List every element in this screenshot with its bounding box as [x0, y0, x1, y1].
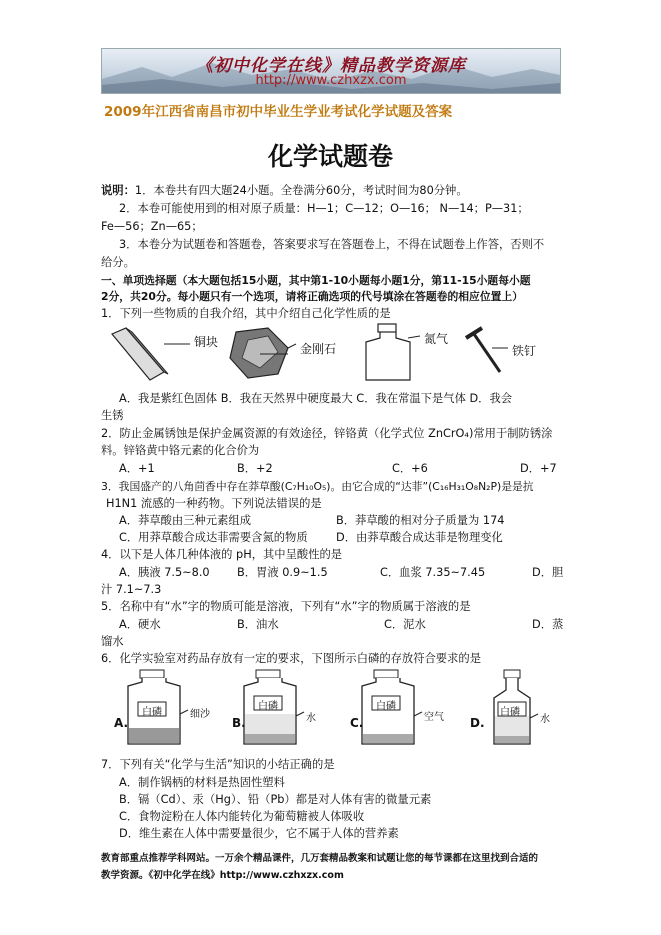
q1-label-diamond: 金刚石 [300, 342, 337, 356]
q3-line-2: H1N1 流感的一种药物。下列说法错误的是 [106, 497, 322, 510]
footer-line-1: 教育部重点推荐学科网站。一万余个精品课件，几万套精品教案和试题让您的每节课都在这里找到合适的 [101, 853, 539, 864]
q2-option-d: D．+7 [520, 462, 557, 475]
bottle-b-side-label: 水 [306, 713, 316, 724]
q5-option-d-cont: 馏水 [101, 635, 124, 648]
q4-option-d: D．胆 [532, 566, 564, 579]
bottle-d-side-label: 水 [540, 714, 550, 725]
section-heading-line-1: 一、单项选择题（本大题包括15小题，其中第1-10小题每小题1分，第11-15小题每小题 [101, 274, 531, 287]
section-heading-line-2: 2分，共20分。每小题只有一个选项，请将正确选项的代号填涂在答题卷的相应位置上） [101, 290, 524, 303]
q7-stem: 7．下列有关“化学与生活”知识的小结正确的是 [101, 758, 335, 771]
bottle-a-side-label: 细沙 [190, 709, 210, 720]
q2-line-1: 2．防止金属锈蚀是保护金属资源的有效途径，锌铬黄（化学式位 ZnCrO₄)常用于制防锈涂 [101, 427, 553, 440]
notes-line-1: 说明：1．本卷共有四大题24小题。全卷满分60分，考试时间为80分钟。 [101, 184, 468, 197]
q5-stem: 5．名称中有“水”字的物质可能是溶液，下列有“水”字的物质属于溶液的是 [101, 600, 471, 613]
q1-label-iron-nail: 铁钉 [512, 344, 537, 358]
q5-option-c: C．泥水 [384, 618, 426, 631]
bottle-b-letter: B. [232, 716, 246, 730]
copper-block-icon [112, 328, 190, 380]
q3-line-1: 3．我国盛产的八角茴香中存在莽草酸(C₇H₁₀O₅)。由它合成的“达菲”(C₁₆H₃₁O₈N₂P)是是抗 [101, 480, 534, 493]
q6-bottles-illustration [108, 668, 558, 750]
iron-nail-icon [466, 328, 508, 372]
q6-stem: 6．化学实验室对药品存放有一定的要求，下图所示白磷的存放符合要求的是 [101, 652, 481, 665]
q7-option-b: B．镉（Cd）、汞（Hg）、铅（Pb）都是对人体有害的微量元素 [119, 793, 432, 806]
banner-title: 《初中化学在线》精品教学资源库 [196, 56, 466, 76]
bottle-c-side-label: 空气 [424, 712, 444, 723]
q1-label-nitrogen: 氮气 [424, 332, 449, 346]
q4-option-b: B．胃液 0.9~1.5 [237, 566, 328, 579]
q2-option-b: B．+2 [237, 462, 273, 475]
page-title: 化学试题卷 [267, 142, 393, 171]
q4-option-d-cont: 汁 7.1~7.3 [101, 583, 162, 596]
q1-options-line-2: 生锈 [101, 409, 124, 422]
q3-option-a: A．莽草酸由三种元素组成 [119, 514, 251, 527]
footer-line-2: 教学资源。《初中化学在线》http://www.czhxzx.com [101, 870, 344, 881]
q1-materials-illustration [108, 322, 568, 384]
q7-option-a: A．制作锅柄的材料是热固性塑料 [119, 776, 285, 789]
bottle-b-label: 白磷 [258, 701, 278, 712]
bottle-c-label: 白磷 [376, 701, 396, 712]
notes-line-2: 2．本卷可能使用到的相对原子质量：H—1；C—12；O—16； N—14；P—31； [119, 202, 529, 215]
notes-line-3: Fe—56；Zn—65； [101, 220, 203, 233]
q4-stem: 4．以下是人体几种体液的 pH，其中呈酸性的是 [101, 548, 343, 561]
bottle-d-label: 白磷 [500, 707, 520, 718]
notes-line-5: 给分。 [101, 256, 135, 269]
q1-label-copper: 铜块 [194, 335, 219, 349]
bottle-a-letter: A. [114, 716, 129, 730]
document-heading: 2009年江西省南昌市初中毕业生学业考试化学试题及答案 [104, 104, 453, 120]
q7-option-c: C．食物淀粉在人体内能转化为葡萄糖被人体吸收 [119, 810, 365, 823]
q5-option-d: D．蒸 [532, 618, 564, 631]
q3-option-d: D．由莽草酸合成达菲是物理变化 [336, 531, 503, 544]
q2-line-2: 料。锌铬黄中铬元素的化合价为 [101, 444, 260, 457]
bottle-a-label: 白磷 [142, 707, 162, 718]
q1-options-line-1: A．我是紫红色固体 B．我在天然界中硬度最大 C．我在常温下是气体 D．我会 [119, 392, 513, 405]
q5-option-a: A．硬水 [119, 618, 161, 631]
q1-stem: 1．下列一些物质的自我介绍，其中介绍自己化学性质的是 [101, 307, 391, 320]
diamond-icon [230, 328, 296, 378]
gas-bottle-icon [366, 324, 420, 380]
q4-option-a: A．胰液 7.5~8.0 [119, 566, 210, 579]
banner-url[interactable]: http://www.czhxzx.com [255, 73, 407, 88]
q2-option-a: A．+1 [119, 462, 155, 475]
bottle-d-letter: D. [470, 716, 485, 730]
q3-option-b: B．莽草酸的相对分子质量为 174 [336, 514, 505, 527]
q5-option-b: B．油水 [237, 618, 279, 631]
bottle-c-letter: C. [350, 716, 364, 730]
q7-option-d: D．维生素在人体中需要量很少，它不属于人体的营养素 [119, 827, 399, 840]
q4-option-c: C．血浆 7.35~7.45 [380, 566, 486, 579]
q3-option-c: C．用莽草酸合成达菲需要含氮的物质 [119, 531, 308, 544]
notes-label: 说明： [101, 184, 135, 197]
header-banner [101, 48, 561, 94]
notes-line-4: 3．本卷分为试题卷和答题卷，答案要求写在答题卷上，不得在试题卷上作答，否则不 [119, 238, 545, 251]
q2-option-c: C．+6 [392, 462, 428, 475]
